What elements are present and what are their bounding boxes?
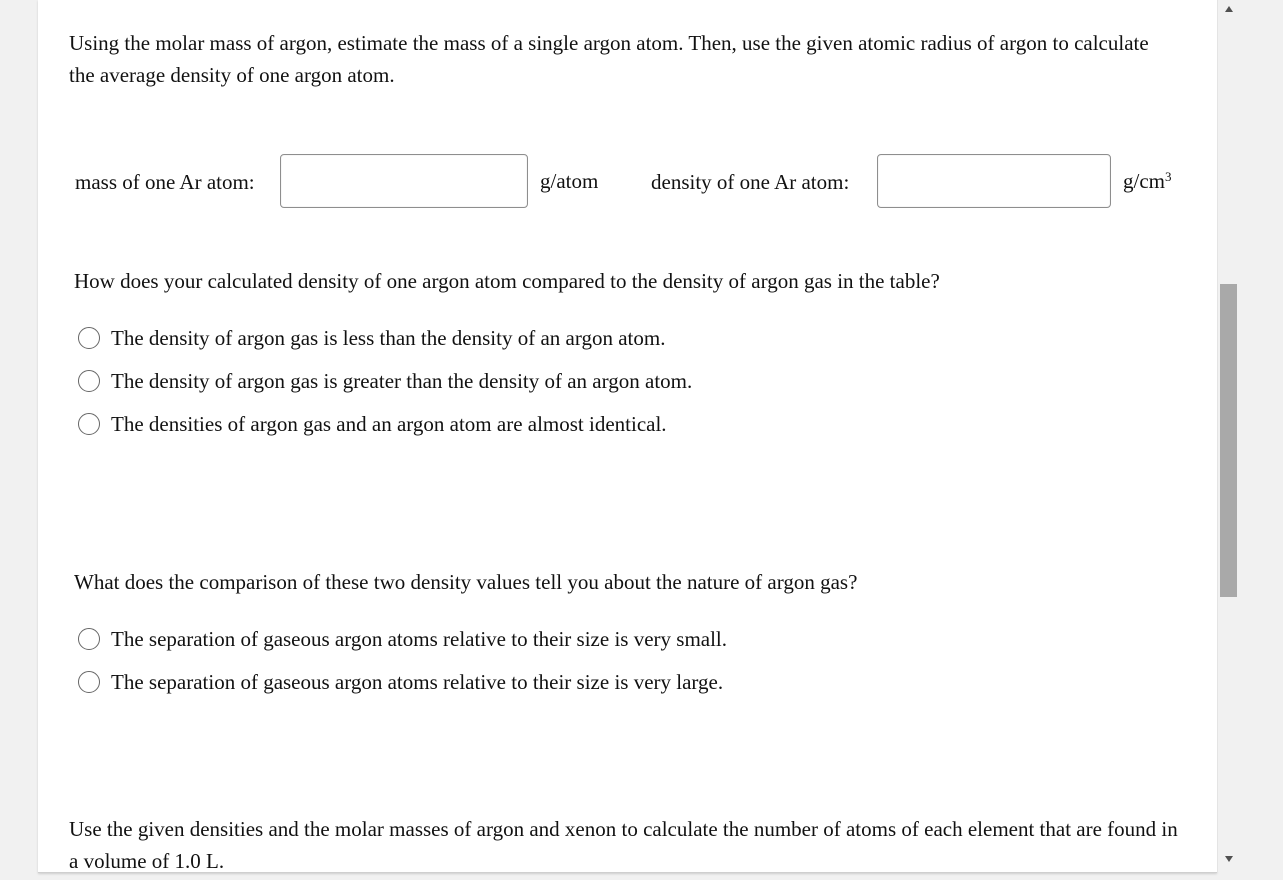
scroll-down-button[interactable] (1218, 850, 1240, 868)
mass-unit: g/atom (540, 169, 599, 193)
question1-option-1[interactable] (78, 323, 665, 353)
triangle-down-icon (1225, 856, 1233, 862)
question-page (38, 0, 1217, 873)
question1-option-2[interactable] (78, 366, 692, 396)
mass-label: mass of one Ar atom: (75, 170, 255, 194)
scroll-up-button[interactable] (1218, 0, 1240, 18)
section2-instructions: Use the given densities and the molar masses of argon and xenon to calculate the number of atoms of each element that are found in a volume of 1.0 L. (69, 817, 1178, 873)
mass-input[interactable] (280, 154, 528, 208)
option-label: The separation of gaseous argon atoms relative to their size is very large. (111, 670, 724, 694)
question1-option-3[interactable] (78, 409, 667, 439)
radio-button[interactable] (78, 327, 100, 349)
vertical-scrollbar[interactable] (1217, 0, 1240, 872)
question2-prompt: What does the comparison of these two density values tell you about the nature of argon gas? (74, 570, 858, 594)
density-unit-base: g/cm (1123, 169, 1165, 193)
radio-button[interactable] (78, 413, 100, 435)
triangle-up-icon (1225, 6, 1233, 12)
section1-instructions: Using the molar mass of argon, estimate the mass of a single argon atom. Then, use the given atomic radius of argon to calculate the average density of one argon atom. (69, 31, 1149, 87)
density-input[interactable] (877, 154, 1111, 208)
question2-option-1[interactable] (78, 624, 727, 654)
radio-button[interactable] (78, 628, 100, 650)
density-label: density of one Ar atom: (651, 170, 850, 194)
radio-button[interactable] (78, 370, 100, 392)
option-label: The densities of argon gas and an argon atom are almost identical. (111, 412, 667, 436)
density-unit-exponent: 3 (1165, 169, 1172, 184)
radio-button[interactable] (78, 671, 100, 693)
option-label: The separation of gaseous argon atoms relative to their size is very small. (111, 627, 728, 651)
density-unit (1123, 165, 1172, 197)
question1-prompt: How does your calculated density of one argon atom compared to the density of argon gas in the table? (74, 269, 940, 293)
question2-option-2[interactable] (78, 667, 723, 697)
scroll-thumb[interactable] (1220, 284, 1237, 597)
option-label: The density of argon gas is less than the density of an argon atom. (111, 326, 666, 350)
option-label: The density of argon gas is greater than the density of an argon atom. (111, 369, 693, 393)
